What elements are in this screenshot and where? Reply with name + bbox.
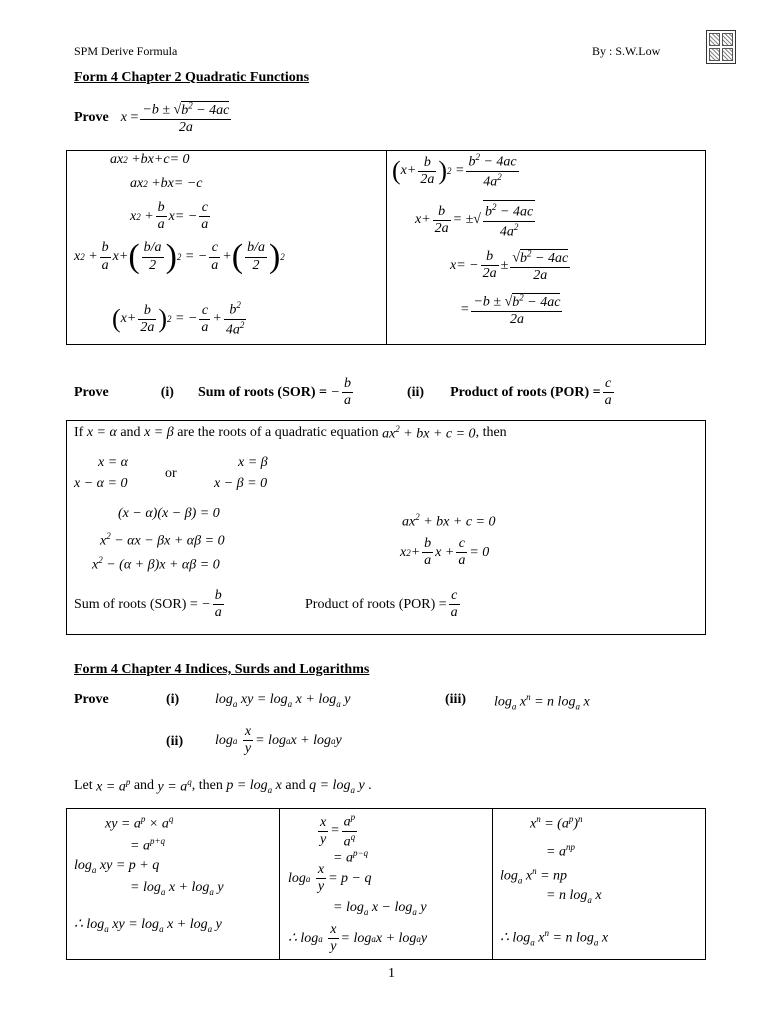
author-seal: [706, 30, 736, 64]
log3-step4: = n $\log_a x$: [546, 888, 602, 905]
root-beta: x = β: [238, 455, 268, 470]
log3-conclusion: ∴ $\log_a x^n = n$ $\log_a x$: [500, 928, 609, 948]
chapter4-title: Form 4 Chapter 4 Indices, Surds and Logarithms: [74, 662, 370, 677]
log3-step1: $x^n = (a^p)^n$: [530, 814, 583, 832]
root-beta-factor: x − β = 0: [214, 476, 268, 491]
log-part-i-label: (i): [166, 692, 180, 707]
log-part-iii-label: (iii): [445, 692, 466, 707]
derivation-step-9: = $\frac{-b \pm √b^2 - 4ac}{2a}$: [460, 292, 561, 327]
log3-step2: = $a^{np}$: [546, 842, 575, 860]
sor-label: Sum of roots (SOR) =: [197, 384, 328, 400]
log2-conclusion: ∴ log a $\frac{x}{y}$ = log a x + log a y: [288, 922, 428, 955]
grouped-form: $x^2 - (\alpha + \beta)x + \alpha\beta = 0$: [92, 555, 220, 573]
log-part-ii-label: (ii): [166, 734, 184, 749]
roots-intro: If x = α and x = β are the roots of a quadratic equation $ax^2$ + bx + c = 0 , then: [74, 424, 507, 442]
log-power-rule: $\log_a x^n = n$ $\log_a x$: [494, 692, 590, 712]
header-left: SPM Derive Formula: [74, 44, 178, 58]
derivation-step-1: ax 2 + bx + c = 0: [110, 152, 190, 167]
por-label: Product of roots (POR) =: [450, 384, 601, 400]
or-label: or: [165, 466, 177, 481]
sor-result: Sum of roots (SOR) = − $\frac{b}{a}$: [74, 588, 222, 621]
page-number: 1: [388, 966, 395, 981]
derivation-step-5: ( x + $\frac{b}{2a}$ ) 2 = − $\frac{c}{a}$ + $\frac{b^2}{4a^2}$: [112, 300, 245, 338]
log1-step3: $\log_a$ xy = p + q: [74, 858, 160, 875]
log2-step2: = $a^{p-q}$: [333, 848, 369, 866]
log1-step4: = $\log_a x + \log_a y$: [130, 880, 224, 897]
prove-label: Prove: [74, 109, 109, 125]
normalized-form: x 2 + $\frac{b}{a}$ x + $\frac{c}{a}$ = 0: [400, 536, 490, 569]
log1-conclusion: ∴ $\log_a$ xy = $\log_a x + \log_a y$: [74, 917, 222, 934]
derivation-step-3: x 2 + $\frac{b}{a}$ x = − $\frac{c}{a}$: [130, 200, 209, 233]
part-ii-label: (ii): [406, 384, 425, 400]
log1-step1: xy = $a^p \times a^q$: [105, 814, 174, 832]
por-result: Product of roots (POR) = $\frac{c}{a}$: [305, 588, 458, 621]
log-let-statement: Let $x = a^p$ and $y = a^q$ , then $p = \log_a x$ and $q = \log_a y$ .: [74, 777, 372, 795]
root-alpha-factor: x − α = 0: [74, 476, 128, 491]
log3-step3: $\log_a x^n$ = np: [500, 866, 568, 886]
roots-statement: Prove (i) Sum of roots (SOR) = − $\frac{b}{a}$ (ii) Product of roots (POR) = $\frac{c}{a}$: [74, 376, 612, 409]
log-product-rule: $\log_a$ xy = $\log_a x + \log_a y$: [215, 692, 351, 709]
root-alpha: x = α: [98, 455, 129, 470]
derivation-step-8: x = − $\frac{b}{2a}$ ± $\frac{√b^2 - 4ac}{2a}$: [450, 248, 569, 283]
log2-step3: log a $\frac{x}{y}$ = p − q: [288, 862, 372, 895]
prove-label-2: Prove: [74, 384, 109, 400]
factored-form: (x − α)(x − β) = 0: [118, 506, 220, 521]
general-form: $ax^2$ + bx + c = 0: [402, 512, 496, 530]
derivation-step-7: x + $\frac{b}{2a}$ = ±√ $\frac{b^2 - 4ac}{4a^2}$: [415, 202, 534, 240]
derivation-step-4: x 2 + $\frac{b}{a}$ x + ( $\frac{b/a}{2}$ ) 2 = − $\frac{c}{a}$ + ( $\frac{b/a}{2}$ ) 2: [74, 238, 285, 275]
log1-step2: = $a^{p+q}$: [130, 836, 166, 854]
derivation-step-2: ax 2 + bx = − c: [130, 176, 203, 191]
log2-step4: = $\log_a x - \log_a y$: [333, 900, 427, 917]
part-i-label: (i): [160, 384, 174, 400]
header-right: By : S.W.Low: [592, 44, 661, 58]
log-quotient-rule: log a $\frac{x}{y}$ = log a x + log a y: [215, 724, 342, 757]
quadratic-formula-statement: Prove x = $\frac{-b \pm √b^2 - 4ac}{2a}$: [74, 100, 230, 135]
prove-label-3: Prove: [74, 692, 109, 707]
derivation-step-6: ( x + $\frac{b}{2a}$ ) 2 = $\frac{b^2 - 4ac}{4a^2}$: [392, 152, 517, 190]
log2-step1: $\frac{x}{y}$ = $\frac{a^p}{a^q}$: [320, 812, 356, 850]
chapter2-title: Form 4 Chapter 2 Quadratic Functions: [74, 70, 310, 85]
expanded-form: $x^2 - \alpha x - \beta x + \alpha\beta = 0$: [100, 531, 225, 549]
